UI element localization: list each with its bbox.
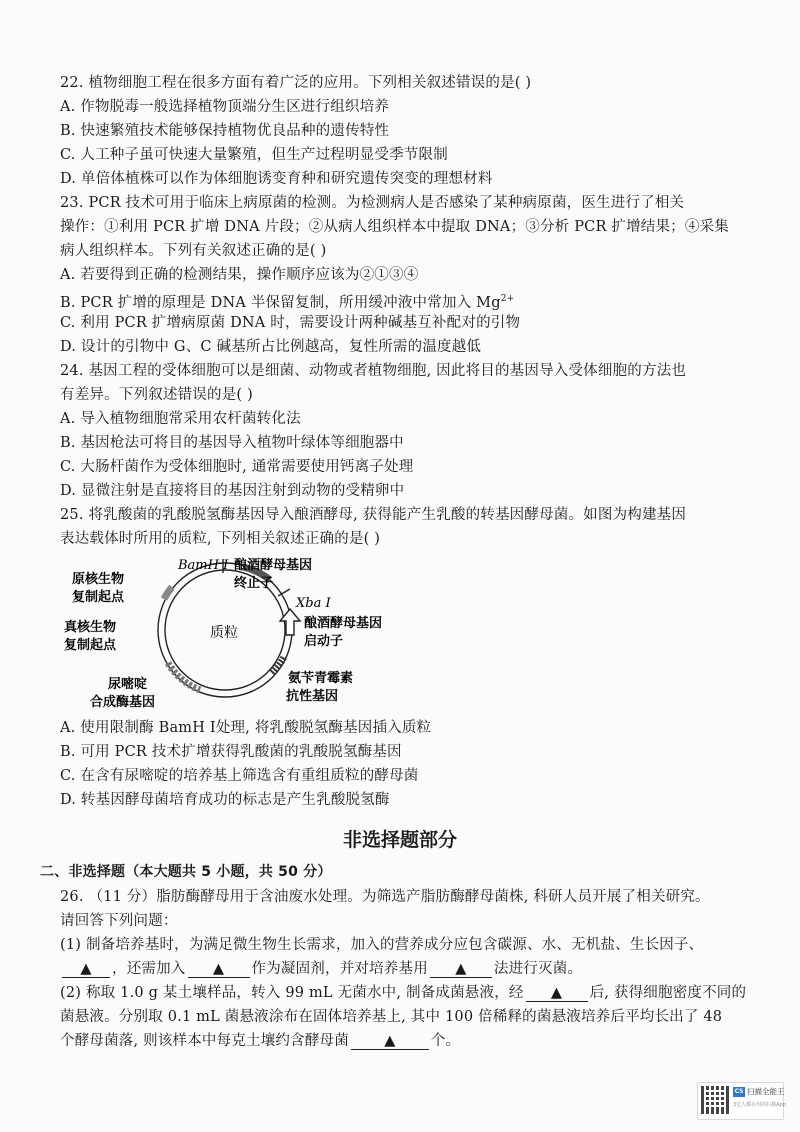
q22-option-d: D. 单倍体植株可以作为体细胞诱变育种和研究遗传突变的理想材料 <box>60 171 493 187</box>
q26-p2-text-1: (2) 称取 1.0 g 某土壤样品，转入 99 mL 无菌水中, 制备成菌悬液，经 <box>60 985 524 1001</box>
promoter-label-1: 酿酒酵母基因 <box>304 616 383 631</box>
answer-blank-4[interactable]: ▲ <box>526 985 588 1002</box>
q23-stem-line2: 操作：①利用 PCR 扩增 DNA 片段；②从病人组织样本中提取 DNA；③分析 PCR 扩增结果；④采集 <box>60 219 729 235</box>
terminator-label-1: 酿酒酵母基因 <box>234 558 313 573</box>
q25-option-c: C. 在含有尿嘧啶的培养基上筛选含有重组质粒的酵母菌 <box>60 768 419 784</box>
bamh-label: BamH Ⅰ <box>178 558 229 573</box>
q26-p1-text-1: ，还需加入 <box>112 961 186 977</box>
q24-option-b: B. 基因枪法可将目的基因导入植物叶绿体等细胞器中 <box>60 435 404 451</box>
q26-p2-line2: 菌悬液。分别取 0.1 mL 菌悬液涂布在固体培养基上, 其中 100 倍稀释的菌悬液培养后平均长出了 48 <box>60 1009 723 1025</box>
cs-logo-icon: CS <box>734 1088 744 1095</box>
q22-option-a: A. 作物脱毒一般选择植物顶端分生区进行组织培养 <box>60 99 389 115</box>
q26-p1-text-3: 法进行灭菌。 <box>493 961 583 977</box>
q23-option-c: C. 利用 PCR 扩增病原菌 DNA 时，需要设计两种碱基互补配对的引物 <box>60 315 521 331</box>
q24-option-c: C. 大肠杆菌作为受体细胞时, 通常需要使用钙离子处理 <box>60 459 414 475</box>
q24-stem-line1: 24. 基因工程的受体细胞可以是细菌、动物或者植物细胞, 因此将目的基因导入受体细胞的方法也 <box>60 363 687 379</box>
scanner-watermark <box>697 1082 784 1120</box>
q25-option-d: D. 转基因酵母菌培育成功的标志是产生乳酸脱氢酶 <box>60 792 390 808</box>
q25-option-a: A. 使用限制酶 BamH Ⅰ处理, 将乳酸脱氢酶基因插入质粒 <box>60 720 432 736</box>
ampr-label-2: 抗性基因 <box>286 689 339 704</box>
watermark-name: 扫描全能王 <box>747 1087 785 1096</box>
answer-blank-5[interactable]: ▲ <box>351 1033 429 1050</box>
q26-p1-line1: (1) 制备培养基时，为满足微生物生长需求，加入的营养成分应包含碳源、水、无机盐、生长因子、 <box>60 937 704 953</box>
q23-option-d: D. 设计的引物中 G、C 碱基所占比例越高，复性所需的温度越低 <box>60 339 482 355</box>
q23-stem-line1: 23. PCR 技术可用于临床上病原菌的检测。为检测病人是否感染了某种病原菌，医生进行了相关 <box>60 195 685 211</box>
euk-ori-label-1: 真核生物 <box>64 620 117 635</box>
plasmid-diagram <box>60 551 383 716</box>
prok-ori-label-2: 复制起点 <box>72 590 125 605</box>
answer-blank-3[interactable]: ▲ <box>430 961 492 978</box>
q26-p2-text-4: 个。 <box>430 1033 461 1049</box>
q23-stem-line3: 病人组织样本。下列有关叙述正确的是( ) <box>60 243 327 259</box>
ampr-label-1: 氨苄青霉素 <box>288 671 354 686</box>
q25-stem-line2: 表达载体时所用的质粒, 下列相关叙述正确的是( ) <box>60 531 381 547</box>
prok-ori-segment <box>164 587 172 599</box>
ura-label-2: 合成酶基因 <box>90 695 156 710</box>
q24-stem-line2: 有差异。下列叙述错误的是( ) <box>60 387 253 403</box>
q26-p2-line3 <box>60 1031 460 1051</box>
terminator-label-2: 终止子 <box>234 576 274 591</box>
watermark-sub: 3亿人都在用的扫描App <box>733 1102 786 1108</box>
q22-option-b: B. 快速繁殖技术能够保持植物优良品种的遗传特性 <box>60 123 390 139</box>
prok-ori-label-1: 原核生物 <box>72 572 125 587</box>
plasmid-center-label: 质粒 <box>210 625 238 641</box>
euk-ori-label-2: 复制起点 <box>64 638 117 653</box>
q23-option-b <box>60 289 514 313</box>
q24-option-a: A. 导入植物细胞常采用农杆菌转化法 <box>60 411 301 427</box>
q26-p2-text-2: 后, 获得细胞密度不同的 <box>589 985 747 1001</box>
promoter-label-2: 启动子 <box>304 634 344 649</box>
xba-label: Xba Ⅰ <box>296 596 331 611</box>
section-title: 非选择题部分 <box>342 829 457 851</box>
ura-label-1: 尿嘧啶 <box>108 677 148 692</box>
mg-superscript: 2+ <box>500 294 515 304</box>
q25-stem-line1: 25. 将乳酸菌的乳酸脱氢酶基因导入酿酒酵母, 获得能产生乳酸的转基因酵母菌。如图为构建基因 <box>60 507 687 523</box>
answer-blank-1[interactable]: ▲ <box>62 961 110 978</box>
section-heading: 二、非选择题（本大题共 5 小题，共 50 分） <box>40 864 332 880</box>
q26-p2-line1 <box>60 983 746 1003</box>
q26-line1: 26. （11 分）脂肪酶酵母用于含油废水处理。为筛选产脂肪酶酵母菌株, 科研人员开展了相关研究。 <box>60 889 710 905</box>
ura-segment <box>168 663 200 690</box>
q23-option-a: A. 若要得到正确的检测结果，操作顺序应该为②①③④ <box>60 267 419 283</box>
q22-stem: 22. 植物细胞工程在很多方面有着广泛的应用。下列相关叙述错误的是( ) <box>60 75 532 91</box>
q25-option-b: B. 可用 PCR 技术扩增获得乳酸菌的乳酸脱氢酶基因 <box>60 744 402 760</box>
q22-option-c: C. 人工种子虽可快速大量繁殖，但生产过程明显受季节限制 <box>60 147 448 163</box>
q26-line2: 请回答下列问题： <box>60 913 178 929</box>
q26-p2-text-3: 个酵母菌落, 则该样本中每克土壤约含酵母菌 <box>60 1033 349 1049</box>
q26-p1-line2 <box>60 959 582 979</box>
q23-option-b-text: B. PCR 扩增的原理是 DNA 半保留复制，所用缓冲液中常加入 Mg <box>60 294 501 311</box>
answer-blank-2[interactable]: ▲ <box>188 961 250 978</box>
q24-option-d: D. 显微注射是直接将目的基因注射到动物的受精卵中 <box>60 483 405 499</box>
qr-code-icon <box>701 1086 729 1114</box>
q26-p1-text-2: 作为凝固剂，并对培养基用 <box>251 961 428 977</box>
